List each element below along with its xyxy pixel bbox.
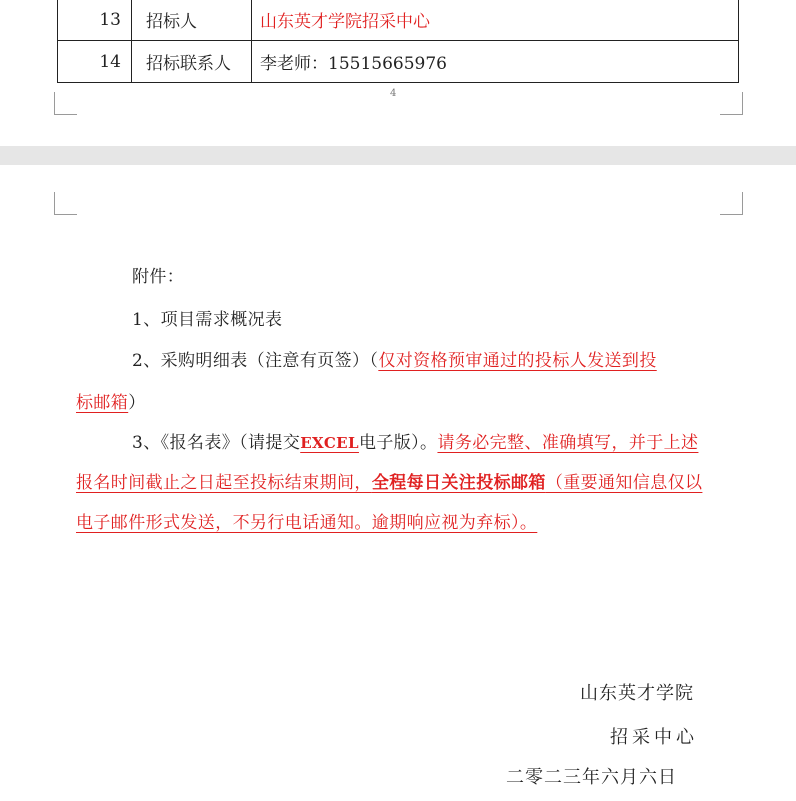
item3-excel: EXCEL (300, 434, 359, 452)
item3-prefix: 3、《报名表》（请提交 (132, 433, 301, 453)
item2-red-note: 仅对资格预审通过的投标人发送到投 (378, 351, 657, 371)
row-value: 山东英才学院招采中心 (252, 0, 739, 41)
document-page-current (0, 165, 796, 801)
item3-mid: 电子版）。 (358, 433, 438, 453)
item2-suffix: ） (128, 393, 146, 413)
attachments-title: 附件： (132, 267, 185, 287)
item3-red-notice-cont: （重要通知信息仅以电子邮件形式发送，不另行电话通知。逾期响应视为弃标）。 (76, 473, 703, 533)
item2-prefix: 2、采购明细表（注意有页签）（ (132, 351, 379, 371)
signature-date: 二零二三年六月六日 (506, 767, 677, 788)
margin-corner-mark (720, 92, 743, 115)
attachment-item-2 (132, 341, 712, 381)
page-number: 4 (390, 88, 397, 99)
row-number: 14 (58, 41, 132, 83)
row-number: 13 (58, 0, 132, 41)
signature-org: 山东英才学院 (580, 683, 694, 704)
attachment-item-1: 1、项目需求概况表 (132, 310, 283, 330)
signature-dept: 招采中心 (610, 727, 698, 748)
attachment-item-3 (76, 423, 710, 543)
item3-red-notice: 请务必完整、准确填写，并于上述报名时间截止之日起至投标结束期间， (76, 433, 699, 493)
margin-corner-mark (720, 192, 743, 215)
row-value: 李老师：15515665976 (252, 41, 739, 83)
item3-bold-notice: 全程每日关注投标邮箱 (371, 473, 546, 493)
row-label: 招标联系人 (132, 41, 252, 83)
margin-corner-mark (54, 92, 77, 115)
row-label: 招标人 (132, 0, 252, 41)
table-row (58, 41, 739, 83)
item2-red-note-cont: 标邮箱 (76, 393, 129, 413)
attachment-item-2-cont (76, 383, 708, 423)
table-row (58, 0, 739, 41)
document-page-previous (0, 0, 796, 146)
margin-corner-mark (54, 192, 77, 215)
bid-info-table (57, 0, 739, 83)
